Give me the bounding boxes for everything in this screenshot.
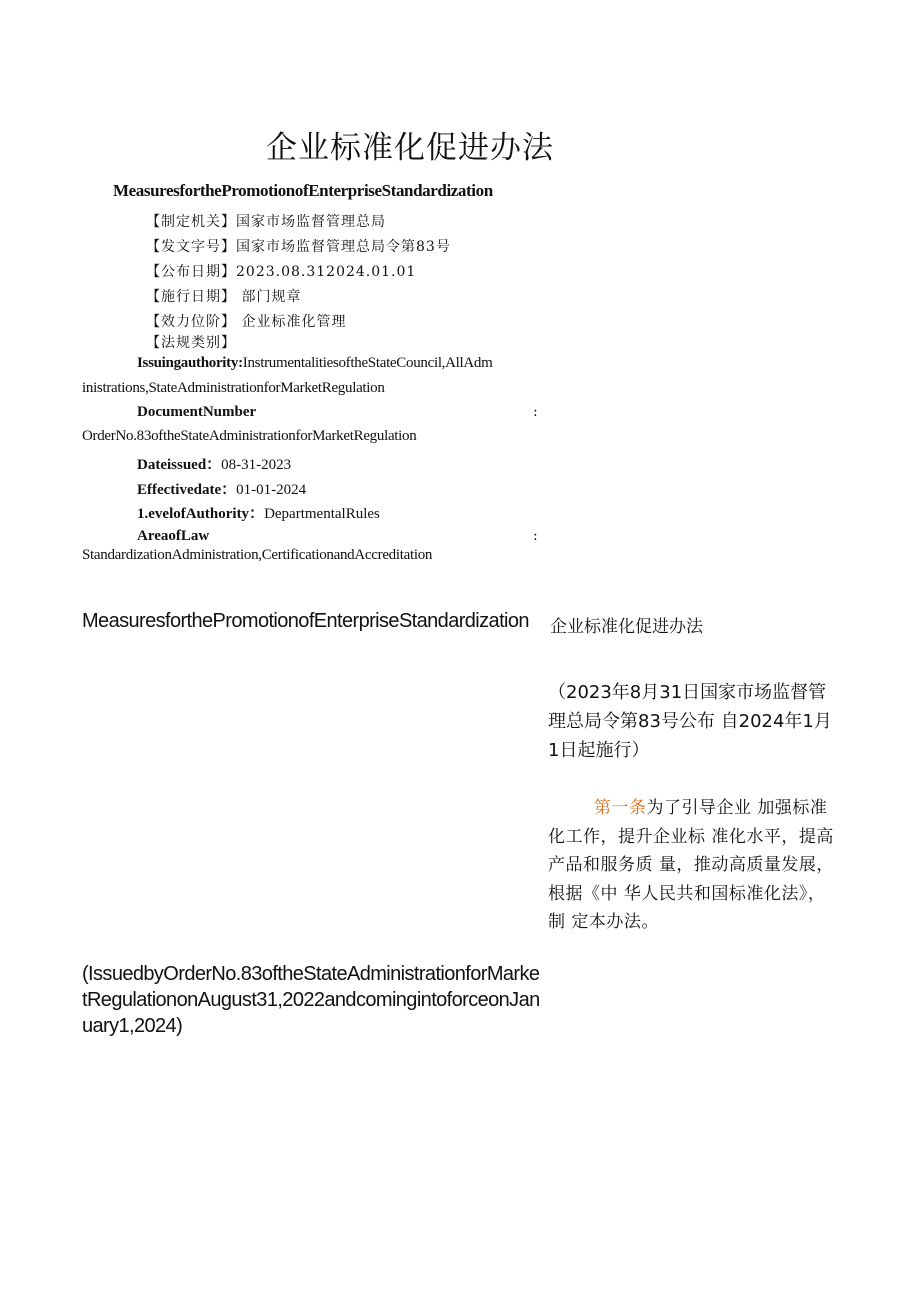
article-1-text: 为了引导企业 加强标准化工作，提升企业标 准化水平，提高产品和服务质 量，推动高质量发展，根据《中 华人民共和国标准化法》，制 定本办法。 [548,798,834,932]
meta-en-level [137,502,380,523]
english-heading: MeasuresforthePromotionofEnterpriseStandardization [82,610,529,632]
article-1-label: 第一条 [594,798,647,818]
level-value: DepartmentalRules [264,506,380,522]
meta-en-doc-label [137,404,256,421]
meta-category: 【法规类别】 [146,335,236,351]
meta-en-doc-value: OrderNo.83oftheStateAdministrationforMarketRegulation [82,428,417,444]
meta-en-area-value: StandardizationAdministration,CertificationandAccreditation [82,547,433,563]
meta-en-effective-date [137,478,306,499]
chinese-issuance-note: （2023年8月31日国家市场监督管理总局令第83号公布 自2024年1月1日起施行） [548,682,832,761]
meta-issuing-body: 【制定机关】国家市场监督管理总局 [146,214,386,230]
article-1 [548,794,838,937]
document-title-en: MeasuresforthePromotionofEnterpriseStandardization [113,181,493,200]
area-of-law-label: AreaofLaw [137,528,210,544]
meta-en-area-colon: : [533,528,538,544]
english-issuance-note: (IssuedbyOrderNo.83oftheStateAdministrationforMarketRegulationonAugust31,2022andcomingintoforceonJanuary1,2024) [82,963,540,1037]
meta-en-issuing-line1 [137,355,493,372]
date-issued-value: 08-31-2023 [221,457,292,473]
meta-publish-date: 【公布日期】2023.08.312024.01.01 [146,264,417,280]
issuing-authority-label: Issuingauthority: [137,355,243,371]
meta-document-number: 【发文字号】国家市场监督管理总局令第83号 [146,239,451,255]
meta-en-area-label [137,528,209,545]
meta-en-doc-colon: : [533,404,538,420]
document-title-cn: 企业标准化促进办法 [266,130,554,166]
meta-en-issuing-line2: inistrations,StateAdministrationforMarketRegulation [82,380,385,396]
meta-level: 【效力位阶】 企业标准化管理 [146,314,347,330]
level-label: 1.evelofAuthority： [137,506,265,522]
meta-effective-date: 【施行日期】 部门规章 [146,289,302,305]
effective-date-value: 01-01-2024 [236,482,307,498]
date-issued-label: Dateissued： [137,457,222,473]
document-number-label: DocumentNumber [137,404,257,420]
effective-date-label: Effectivedate： [137,482,237,498]
meta-en-date-issued [137,453,291,474]
issuing-authority-value: InstrumentalitiesoftheStateCouncil,AllAdm [242,355,493,371]
chinese-heading: 企业标准化促进办法 [550,617,703,637]
